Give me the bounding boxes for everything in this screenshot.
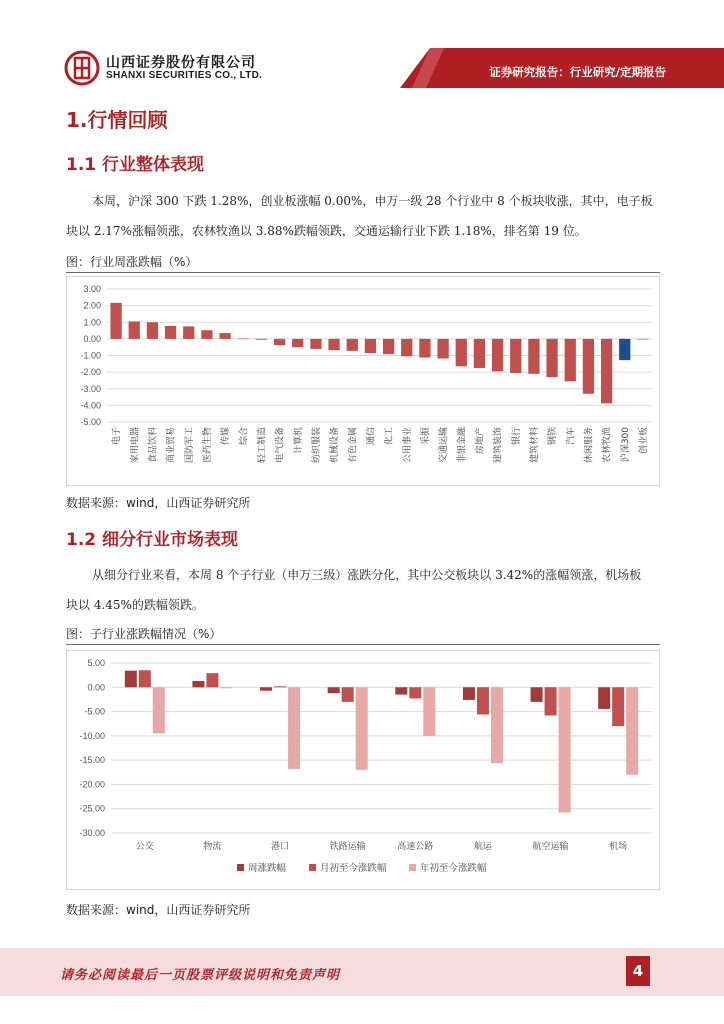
bar-物流-年初至今涨跌幅 xyxy=(220,687,232,688)
y-tick-label: -5.00 xyxy=(80,417,101,427)
y-tick-label: -4.00 xyxy=(80,400,101,411)
x-category-label: 非银金融 xyxy=(457,427,468,464)
x-category-label: 纺织服装 xyxy=(311,427,322,464)
bar-交通运输 xyxy=(437,339,448,359)
figure-caption-2: 图：子行业涨跌幅情况（%） xyxy=(66,627,222,641)
legend-swatch xyxy=(309,864,316,871)
bar-电子 xyxy=(110,303,121,339)
x-category-label: 公用事业 xyxy=(402,427,413,464)
bar-农林牧渔 xyxy=(601,339,612,404)
bar-商业贸易 xyxy=(165,326,176,339)
caption-rule xyxy=(66,644,660,645)
x-category-label: 综合 xyxy=(239,427,250,446)
paragraph-subindustry xyxy=(66,560,662,620)
y-tick-label: 3.00 xyxy=(83,284,101,294)
x-category-label: 汽车 xyxy=(566,427,577,446)
bar-公用事业 xyxy=(401,339,412,356)
y-tick-label: -5.00 xyxy=(84,706,105,717)
section-title-1: 1.行情回顾 xyxy=(66,108,168,132)
x-category-label: 建筑材料 xyxy=(529,427,540,464)
bar-钢铁 xyxy=(546,339,557,377)
x-category-label: 机场 xyxy=(609,842,628,852)
report-type: 证券研究报告：行业研究/定期报告 xyxy=(489,65,666,79)
y-tick-label: -20.00 xyxy=(79,779,105,790)
bar-航运-周涨跌幅 xyxy=(463,687,475,700)
bar-机场-周涨跌幅 xyxy=(598,687,610,709)
bar-港口-周涨跌幅 xyxy=(260,687,272,690)
bar-公交-月初至今涨跌幅 xyxy=(139,670,151,687)
y-tick-label: 0.00 xyxy=(83,333,101,344)
x-category-label: 创业板 xyxy=(638,427,649,455)
y-tick-label: -1.00 xyxy=(80,350,101,361)
paragraph-line: 块以 4.45%的跌幅领跌。 xyxy=(66,598,204,612)
disclaimer-notice: 请务必阅读最后一页股票评级说明和免责声明 xyxy=(60,968,341,983)
bar-非银金融 xyxy=(456,339,467,366)
bar-物流-周涨跌幅 xyxy=(192,681,204,687)
x-category-label: 商业贸易 xyxy=(166,427,177,464)
page-header xyxy=(0,0,724,95)
bar-航空运输-周涨跌幅 xyxy=(531,687,543,702)
y-tick-label: -30.00 xyxy=(79,828,105,838)
bar-食品饮料 xyxy=(147,322,158,339)
y-tick-label: -15.00 xyxy=(79,755,105,766)
x-category-label: 电气设备 xyxy=(275,427,286,464)
company-logo-icon xyxy=(64,50,100,86)
bar-公交-年初至今涨跌幅 xyxy=(153,687,165,733)
bar-纺织服装 xyxy=(310,339,321,349)
bar-机械设备 xyxy=(328,339,339,350)
figure-caption-1: 图：行业周涨跌幅（%） xyxy=(66,255,198,269)
x-category-label: 食品饮料 xyxy=(148,427,159,464)
x-category-label: 航空运输 xyxy=(532,842,569,852)
bar-机场-年初至今涨跌幅 xyxy=(626,687,638,774)
bar-铁路运输-月初至今涨跌幅 xyxy=(342,687,354,702)
company-name-en: SHANXI SECURITIES CO., LTD. xyxy=(106,70,263,81)
bar-高速公路-周涨跌幅 xyxy=(395,687,407,694)
x-category-label: 轻工制造 xyxy=(257,427,268,464)
paragraph-industry-overview xyxy=(66,186,662,246)
y-tick-label: -10.00 xyxy=(79,730,105,741)
legend-label: 周涨跌幅 xyxy=(248,863,287,874)
x-category-label: 家用电器 xyxy=(130,427,141,464)
bar-建筑材料 xyxy=(528,339,539,374)
legend-swatch xyxy=(237,864,244,871)
x-category-label: 建筑装饰 xyxy=(493,427,504,464)
industry-weekly-chart-svg xyxy=(67,277,661,487)
subindustry-chart xyxy=(66,650,660,890)
data-source-2: 数据来源：wind，山西证券研究所 xyxy=(66,903,251,917)
y-tick-label: -2.00 xyxy=(80,367,101,378)
bar-创业板 xyxy=(637,339,648,340)
bar-航空运输-月初至今涨跌幅 xyxy=(545,687,557,715)
x-category-label: 通信 xyxy=(366,427,377,446)
x-category-label: 传媒 xyxy=(221,427,232,446)
bar-航空运输-年初至今涨跌幅 xyxy=(559,687,571,812)
bar-化工 xyxy=(383,339,394,354)
bar-铁路运输-年初至今涨跌幅 xyxy=(356,687,368,770)
bar-汽车 xyxy=(565,339,576,381)
legend-swatch xyxy=(409,864,416,871)
bar-休闲服务 xyxy=(583,339,594,394)
y-tick-label: -25.00 xyxy=(79,803,105,814)
bar-港口-月初至今涨跌幅 xyxy=(274,686,286,687)
x-category-label: 计算机 xyxy=(293,427,304,455)
bar-电气设备 xyxy=(274,339,285,345)
section-title-1-1: 1.1 行业整体表现 xyxy=(66,155,205,175)
paragraph-line: 从细分行业来看，本周 8 个子行业（申万三级）涨跌分化，其中公交板块以 3.42%的涨幅领涨，机场板 xyxy=(92,568,642,582)
bar-国防军工 xyxy=(183,326,194,338)
x-category-label: 休闲服务 xyxy=(584,427,595,464)
paragraph-line: 本周，沪深 300 下跌 1.28%，创业板涨幅 0.00%，申万一级 28 个行业中 8 个板块收涨，其中，电子板 xyxy=(92,194,653,208)
x-category-label: 有色金属 xyxy=(348,427,359,464)
bar-建筑装饰 xyxy=(492,339,503,371)
bar-高速公路-年初至今涨跌幅 xyxy=(423,687,435,736)
caption-rule xyxy=(66,272,660,273)
bar-航运-年初至今涨跌幅 xyxy=(491,687,503,763)
bar-房地产 xyxy=(474,339,485,368)
bar-轻工制造 xyxy=(256,339,267,340)
bar-有色金属 xyxy=(347,339,358,351)
y-tick-label: -3.00 xyxy=(80,383,101,394)
industry-weekly-chart xyxy=(66,276,660,486)
page-number: 4 xyxy=(626,956,650,986)
x-category-label: 港口 xyxy=(271,842,290,852)
x-category-label: 高速公路 xyxy=(397,842,434,852)
bar-家用电器 xyxy=(129,321,140,338)
y-tick-label: 2.00 xyxy=(83,300,101,311)
bar-综合 xyxy=(238,339,249,340)
bar-沪深300 xyxy=(619,339,630,360)
subindustry-chart-svg xyxy=(67,651,661,891)
x-category-label: 医药生物 xyxy=(202,427,213,464)
legend-label: 月初至今涨跌幅 xyxy=(320,863,387,874)
y-tick-label: 1.00 xyxy=(83,317,101,328)
section-title-1-2: 1.2 细分行业市场表现 xyxy=(66,530,239,550)
x-category-label: 机械设备 xyxy=(330,427,341,464)
x-category-label: 农林牧渔 xyxy=(602,427,613,464)
bar-通信 xyxy=(365,339,376,353)
bar-机场-月初至今涨跌幅 xyxy=(612,687,624,726)
x-category-label: 化工 xyxy=(384,427,395,446)
bar-物流-月初至今涨跌幅 xyxy=(206,673,218,687)
x-category-label: 钢铁 xyxy=(548,427,559,446)
bar-计算机 xyxy=(292,339,303,347)
data-source-1: 数据来源：wind，山西证券研究所 xyxy=(66,496,251,510)
bar-采掘 xyxy=(419,339,430,358)
x-category-label: 交通运输 xyxy=(439,427,450,464)
x-category-label: 公交 xyxy=(135,842,154,852)
x-category-label: 电子 xyxy=(112,427,123,446)
y-tick-label: 5.00 xyxy=(87,658,105,668)
x-category-label: 房地产 xyxy=(475,427,486,455)
bar-铁路运输-周涨跌幅 xyxy=(328,687,340,693)
legend-label: 年初至今涨跌幅 xyxy=(420,863,487,874)
x-category-label: 采掘 xyxy=(420,427,431,446)
x-category-label: 国防军工 xyxy=(184,427,195,464)
bar-医药生物 xyxy=(201,330,212,339)
paragraph-line: 块以 2.17%涨幅领涨，农林牧渔以 3.88%跌幅领跌，交通运输行业下跌 1.18%，排名第 19 位。 xyxy=(66,224,587,238)
x-category-label: 航运 xyxy=(473,842,492,852)
bar-银行 xyxy=(510,339,521,373)
x-category-label: 铁路运输 xyxy=(329,842,366,852)
company-name-cn: 山西证券股份有限公司 xyxy=(106,55,256,71)
x-category-label: 银行 xyxy=(511,427,522,446)
x-category-label: 物流 xyxy=(203,842,222,852)
bar-航运-月初至今涨跌幅 xyxy=(477,687,489,714)
bar-港口-年初至今涨跌幅 xyxy=(288,687,300,769)
bar-传媒 xyxy=(219,333,230,339)
bar-公交-周涨跌幅 xyxy=(125,671,137,688)
y-tick-label: 0.00 xyxy=(87,682,105,693)
x-category-label: 沪深300 xyxy=(620,427,631,463)
bar-高速公路-月初至今涨跌幅 xyxy=(409,687,421,698)
